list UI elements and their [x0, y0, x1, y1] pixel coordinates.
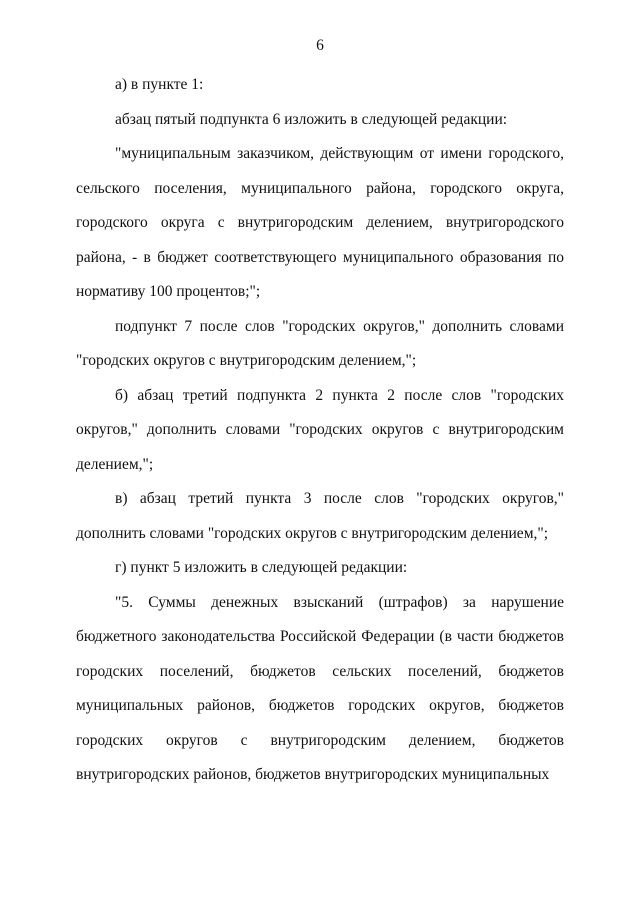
page-number: 6 [316, 37, 324, 54]
paragraph-subitem-7: подпункт 7 после слов "городских округов," дополнить словами "городских округов с внутригородским делением,"; [76, 317, 564, 369]
paragraph-item-b: б) абзац третий подпункта 2 пункта 2 после слов "городских округов," дополнить словами "городских округов с внутригородским делением,"; [76, 386, 564, 473]
paragraph-item-v: в) абзац третий пункта 3 после слов "городских округов," дополнить словами "городских округов с внутригородским делением,"; [76, 490, 564, 542]
paragraph-item-g: г) пункт 5 изложить в следующей редакции: [115, 559, 408, 576]
paragraph-item-5-quoted: "5. Суммы денежных взысканий (штрафов) за нарушение бюджетного законодательства Российской Федерации (в части бюджетов городских поселений, бюджетов сельских поселений, бюджетов муниципальных районов, бюджетов городских округов, бюджетов городских округов с внутригородским делением, бюджетов внутригородских районов, бюджетов внутригородских муниципальных [76, 593, 564, 783]
paragraph-abzac-5: абзац пятый подпункта 6 изложить в следующей редакции: [115, 110, 508, 128]
document-body [76, 68, 564, 793]
paragraph-item-a: а) в пункте 1: [115, 76, 204, 93]
paragraph-quoted-customer: "муниципальным заказчиком, действующим от имени городского, сельского поселения, муниципального района, городского округа, городского округа с внутригородским делением, внутригородского района, - в бюджет соответствующего муниципального образования по нормативу 100 процентов;"; [76, 145, 564, 300]
